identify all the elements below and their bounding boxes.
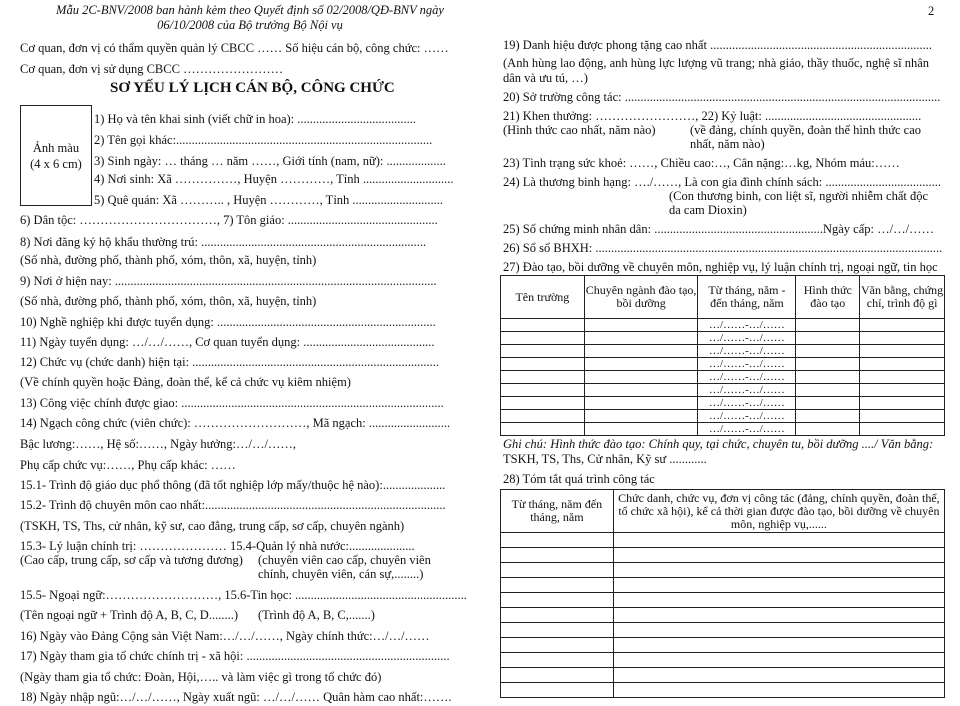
photo-size: (4 x 6 cm)	[30, 156, 82, 171]
table-cell[interactable]	[501, 423, 585, 436]
table-cell[interactable]	[501, 371, 585, 384]
note-political-theory: (Cao cấp, trung cấp, sơ cấp và tương đương)	[20, 553, 243, 567]
table-cell[interactable]	[501, 593, 614, 608]
table-row	[501, 332, 945, 345]
table-cell[interactable]	[613, 638, 944, 653]
work-history-table	[500, 489, 945, 698]
table-cell[interactable]: …/……-…/……	[698, 358, 796, 371]
table-cell[interactable]: …/……-…/……	[698, 332, 796, 345]
table-cell[interactable]	[860, 358, 945, 371]
table-row	[501, 384, 945, 397]
note-discipline-1: (về đảng, chính quyền, đoàn thể hình thức cao	[690, 123, 922, 137]
table-row	[501, 653, 945, 668]
note-policy-1: (Con thương binh, con liệt sĩ, người nhiễm chất độc	[669, 189, 929, 203]
field-salary: Bậc lương:……, Hệ số:……, Ngày hưởng:…/…/……,	[20, 437, 297, 451]
note-informatics: (Trình độ A, B, C,.......)	[258, 608, 375, 622]
col-work-detail: Chức danh, chức vụ, đơn vị công tác (đảng, chính quyền, đoàn thể, tổ chức xã hội), kể cả thời gian được đào tạo, bồi dưỡng về chuyên môn, nghiệp vụ,......	[613, 490, 944, 533]
table-cell[interactable]	[613, 668, 944, 683]
note-professional-level: (TSKH, TS, Ths, cử nhân, kỹ sư, cao đẳng, trung cấp, sơ cấp, chuyên ngành)	[20, 519, 405, 533]
col-work-period: Từ tháng, năm đến tháng, năm	[501, 490, 614, 533]
note-discipline-2: nhất, năm nào)	[690, 137, 765, 151]
col-period: Từ tháng, năm - đến tháng, năm	[698, 276, 796, 319]
table-cell[interactable]	[501, 653, 614, 668]
table-cell[interactable]	[613, 683, 944, 698]
table-row	[501, 608, 945, 623]
training-note-2: TSKH, TS, Ths, Cử nhân, Kỹ sư ............	[503, 452, 707, 466]
table-cell[interactable]	[501, 578, 614, 593]
table-cell[interactable]	[860, 410, 945, 423]
table-row	[501, 623, 945, 638]
table-cell[interactable]	[613, 653, 944, 668]
training-table	[500, 275, 945, 436]
note-state-management-1: (chuyên viên cao cấp, chuyên viên	[258, 553, 431, 567]
col-degree: Văn bằng, chứng chỉ, trình độ gì	[860, 276, 945, 319]
table-row	[501, 423, 945, 436]
field-military: 18) Ngày nhập ngũ:…/…/……, Ngày xuất ngũ: …/…/…… Quân hàm cao nhất:…….	[20, 690, 452, 704]
training-note-1: Ghi chú: Hình thức đào tạo: Chính quy, tại chức, chuyên tu, bồi dưỡng ..../ Văn bằng:	[503, 437, 934, 451]
agency-use: Cơ quan, đơn vị sử dụng CBCC ……………………	[20, 62, 284, 76]
note-state-management-2: chính, chuyên viên, cán sự,........)	[258, 567, 424, 581]
table-cell[interactable]	[796, 332, 860, 345]
field-current-address: 9) Nơi ở hiện nay: .......................................................................................................	[20, 274, 437, 288]
table-row	[501, 319, 945, 332]
table-row	[501, 668, 945, 683]
field-political-theory: 15.3- Lý luận chính trị: ………………… 15.4-Quản lý nhà nước:.....................	[20, 539, 415, 553]
photo-box	[20, 105, 92, 206]
field-social-org: 17) Ngày tham gia tổ chức chính trị - xã hội: .................................................................	[20, 649, 450, 663]
form-header-line1: Mẫu 2C-BNV/2008 ban hành kèm theo Quyết định số 02/2008/QĐ-BNV ngày	[56, 3, 444, 17]
field-current-position: 12) Chức vụ (chức danh) hiện tại: ...............................................................................	[20, 355, 440, 369]
note-reward: (Hình thức cao nhất, năm nào)	[503, 123, 656, 137]
field-recruit-date: 11) Ngày tuyển dụng: …/…/……, Cơ quan tuyển dụng: ..........................................	[20, 335, 435, 349]
field-work-history-title: 28) Tóm tắt quá trình công tác	[503, 472, 655, 486]
table-row	[501, 593, 945, 608]
agency-manage: Cơ quan, đơn vị có thẩm quyền quản lý CBCC …… Số hiệu cán bộ, công chức: ……	[20, 41, 449, 55]
field-birth-date: 3) Sinh ngày: … tháng … năm ……, Giới tính (nam, nữ): ...................	[94, 154, 446, 168]
table-cell[interactable]	[613, 548, 944, 563]
table-cell[interactable]	[584, 319, 698, 332]
table-cell[interactable]	[613, 593, 944, 608]
field-ethnicity-religion: 6) Dân tộc: ……………………………, 7) Tôn giáo: ................................................	[20, 213, 438, 227]
table-cell[interactable]	[501, 533, 614, 548]
note-foreign-language: (Tên ngoại ngữ + Trình độ A, B, C, D........)	[20, 608, 238, 622]
table-cell[interactable]: …/……-…/……	[698, 345, 796, 358]
table-cell[interactable]	[613, 533, 944, 548]
table-cell[interactable]	[501, 358, 585, 371]
table-cell[interactable]	[501, 319, 585, 332]
table-cell[interactable]	[860, 319, 945, 332]
table-row	[501, 578, 945, 593]
table-cell[interactable]	[796, 397, 860, 410]
table-cell[interactable]	[860, 397, 945, 410]
table-cell[interactable]	[584, 384, 698, 397]
table-row	[501, 371, 945, 384]
table-cell[interactable]	[796, 423, 860, 436]
table-cell[interactable]	[613, 623, 944, 638]
table-cell[interactable]	[584, 358, 698, 371]
field-allowance: Phụ cấp chức vụ:……, Phụ cấp khác: ……	[20, 458, 236, 472]
note-title-awarded-1: (Anh hùng lao động, anh hùng lực lượng vũ trang; nhà giáo, thầy thuốc, nghệ sĩ nhân	[503, 56, 929, 70]
table-cell[interactable]	[584, 410, 698, 423]
page-number: 2	[928, 4, 935, 18]
col-major: Chuyên ngành đào tạo, bồi dưỡng	[584, 276, 698, 319]
table-row	[501, 358, 945, 371]
col-school: Tên trường	[501, 276, 585, 319]
table-cell[interactable]	[796, 319, 860, 332]
table-cell[interactable]	[860, 371, 945, 384]
note-social-org: (Ngày tham gia tổ chức: Đoàn, Hội,….. và làm việc gì trong tổ chức đó)	[20, 670, 382, 684]
table-cell[interactable]	[613, 608, 944, 623]
field-other-name: 2) Tên gọi khác:..................................................................................	[94, 133, 433, 147]
table-cell[interactable]	[860, 345, 945, 358]
field-reward-discipline: 21) Khen thưởng: ……………………, 22) Kỷ luật: ..................................................	[503, 109, 922, 123]
table-cell[interactable]	[501, 683, 614, 698]
table-cell[interactable]	[796, 371, 860, 384]
field-strength: 20) Sở trường công tác: .....................................................................................................	[503, 90, 941, 104]
note-permanent-address: (Số nhà, đường phố, thành phố, xóm, thôn, xã, huyện, tỉnh)	[20, 253, 317, 267]
table-cell[interactable]	[501, 397, 585, 410]
training-table-header	[501, 276, 945, 319]
field-health: 23) Tình trạng sức khoẻ: ……, Chiều cao:…, Cân nặng:…kg, Nhóm máu:……	[503, 156, 900, 170]
table-cell[interactable]: …/……-…/……	[698, 319, 796, 332]
field-occupation: 10) Nghề nghiệp khi được tuyển dụng: ......................................................................	[20, 315, 436, 329]
work-table-header	[501, 490, 945, 533]
table-cell[interactable]	[613, 578, 944, 593]
page-title: SƠ YẾU LÝ LỊCH CÁN BỘ, CÔNG CHỨC	[110, 80, 395, 96]
note-current-address: (Số nhà, đường phố, thành phố, xóm, thôn, xã, huyện, tỉnh)	[20, 294, 317, 308]
table-cell[interactable]	[860, 332, 945, 345]
table-cell[interactable]	[584, 345, 698, 358]
field-party-join: 16) Ngày vào Đảng Cộng sản Việt Nam:…/…/……, Ngày chính thức:…/…/……	[20, 629, 430, 643]
table-cell[interactable]	[501, 410, 585, 423]
table-cell[interactable]	[584, 332, 698, 345]
note-title-awarded-2: dân và ưu tú, …)	[503, 71, 588, 85]
table-cell[interactable]	[796, 345, 860, 358]
field-full-name: 1) Họ và tên khai sinh (viết chữ in hoa): ......................................	[94, 112, 417, 126]
field-birth-place: 4) Nơi sinh: Xã ……………, Huyện …………, Tỉnh .............................	[94, 172, 454, 186]
field-professional-level: 15.2- Trình độ chuyên môn cao nhất:.............................................................................	[20, 498, 446, 512]
table-cell[interactable]	[501, 384, 585, 397]
table-cell[interactable]	[584, 423, 698, 436]
table-row	[501, 533, 945, 548]
field-invalid-policy: 24) Là thương binh hạng: …./……, Là con gia đình chính sách: .....................................	[503, 175, 941, 189]
form-header-line2: 06/10/2008 của Bộ trưởng Bộ Nội vụ	[157, 18, 343, 32]
note-current-position: (Về chính quyền hoặc Đảng, đoàn thể, kể cả chức vụ kiêm nhiệm)	[20, 375, 351, 389]
field-general-education: 15.1- Trình độ giáo dục phổ thông (đã tốt nghiệp lớp mấy/thuộc hệ nào):....................	[20, 478, 446, 492]
table-row	[501, 548, 945, 563]
table-cell[interactable]	[501, 623, 614, 638]
table-row	[501, 563, 945, 578]
table-cell[interactable]: …/……-…/……	[698, 410, 796, 423]
field-main-work: 13) Công việc chính được giao: ....................................................................................	[20, 396, 444, 410]
field-civil-rank: 14) Ngạch công chức (viên chức): ………………………, Mã ngạch: ..........................	[20, 416, 451, 430]
table-row	[501, 345, 945, 358]
table-cell[interactable]	[796, 410, 860, 423]
table-cell[interactable]: …/……-…/……	[698, 423, 796, 436]
field-training-title: 27) Đào tạo, bồi dưỡng về chuyên môn, nghiệp vụ, lý luận chính trị, ngoại ngữ, tin học	[503, 260, 938, 274]
table-cell[interactable]: …/……-…/……	[698, 384, 796, 397]
note-policy-2: da cam Dioxin)	[669, 203, 747, 217]
table-cell[interactable]	[501, 668, 614, 683]
table-cell[interactable]	[860, 423, 945, 436]
table-row	[501, 683, 945, 698]
table-row	[501, 638, 945, 653]
table-cell[interactable]	[501, 563, 614, 578]
table-cell[interactable]	[584, 397, 698, 410]
table-cell[interactable]	[584, 371, 698, 384]
table-cell[interactable]	[501, 638, 614, 653]
table-cell[interactable]	[501, 548, 614, 563]
table-cell[interactable]	[501, 332, 585, 345]
table-cell[interactable]	[501, 608, 614, 623]
field-title-awarded: 19) Danh hiệu được phong tặng cao nhất .......................................................................	[503, 38, 932, 52]
table-cell[interactable]	[613, 563, 944, 578]
table-cell[interactable]	[860, 384, 945, 397]
table-row	[501, 410, 945, 423]
table-cell[interactable]	[796, 358, 860, 371]
field-social-insurance: 26) Sổ sổ BHXH: ...............................................................................................................	[503, 241, 943, 255]
field-hometown: 5) Quê quán: Xã ……….. , Huyện …………, Tỉnh .............................	[94, 193, 444, 207]
photo-label: Ảnh màu	[32, 140, 80, 155]
field-permanent-address: 8) Nơi đăng ký hộ khẩu thường trú: ........................................................................	[20, 235, 427, 249]
table-cell[interactable]	[501, 345, 585, 358]
field-foreign-language: 15.5- Ngoại ngữ:………………………, 15.6-Tin học: .......................................................	[20, 588, 467, 602]
col-training-form: Hình thức đào tạo	[796, 276, 860, 319]
table-cell[interactable]	[796, 384, 860, 397]
table-row	[501, 397, 945, 410]
field-id-card: 25) Số chứng minh nhân dân: ......................................................Ngày cấp: …/…/……	[503, 222, 935, 236]
table-cell[interactable]: …/……-…/……	[698, 397, 796, 410]
table-cell[interactable]: …/……-…/……	[698, 371, 796, 384]
